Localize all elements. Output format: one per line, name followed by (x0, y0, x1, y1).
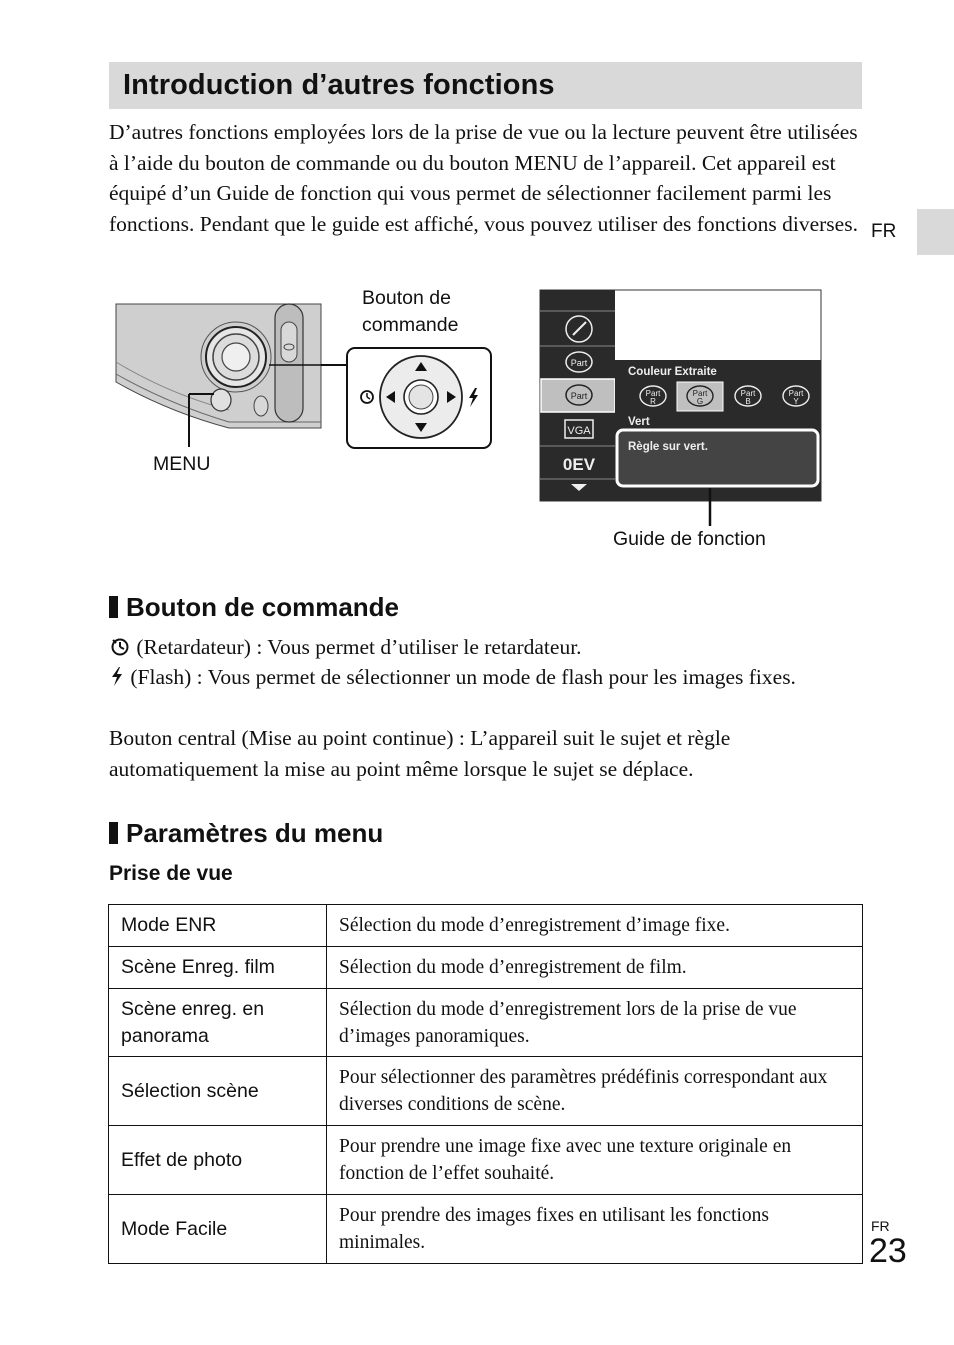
vga-label: VGA (567, 425, 591, 437)
title-bar (109, 62, 862, 109)
page-title: Introduction d’autres fonctions (123, 69, 555, 101)
table-row (109, 1057, 863, 1126)
menu-item-desc: Pour sélectionner des paramètres prédéfinis correspondant aux diverses conditions de scène. (327, 1057, 863, 1126)
section-heading-control-text: Bouton de commande (126, 592, 400, 622)
section-marker (109, 822, 118, 844)
menu-item-name: Mode Facile (109, 1195, 327, 1264)
part-selected-label: Part (570, 391, 588, 401)
page-number: 23 (869, 1232, 907, 1270)
section-heading-control (109, 592, 399, 623)
menu-label: MENU (153, 453, 211, 475)
section-heading-menu (109, 818, 383, 849)
side-tab (917, 209, 954, 255)
menu-item-desc: Sélection du mode d’enregistrement lors de la prise de vue d’images panoramiques. (327, 989, 863, 1057)
control-button-label-2: commande (362, 314, 459, 336)
camera-illustration (109, 282, 829, 562)
part-y-top: Part (788, 389, 804, 398)
camera-figure (109, 282, 829, 562)
ev-label: 0EV (562, 455, 596, 474)
table-row (109, 905, 863, 947)
subheading-shooting: Prise de vue (109, 862, 233, 885)
table-row (109, 947, 863, 989)
part-g-top: Part (692, 389, 708, 398)
section-heading-menu-text: Paramètres du menu (126, 818, 384, 848)
menu-item-desc: Sélection du mode d’enregistrement d’image fixe. (327, 905, 863, 947)
menu-item-name: Sélection scène (109, 1057, 327, 1126)
timer-paragraph (109, 632, 869, 666)
table-row (109, 989, 863, 1057)
table-row (109, 1195, 863, 1264)
timer-text: (Retardateur) : Vous permet d’utiliser le retardateur. (136, 635, 582, 659)
part-icon-label: Part (570, 358, 588, 368)
part-b-top: Part (740, 389, 756, 398)
part-g-label: G (696, 397, 704, 406)
table-row (109, 1126, 863, 1195)
part-b-label: B (745, 397, 751, 406)
menu-item-desc: Pour prendre une image fixe avec une texture originale en fonction de l’effet souhaité. (327, 1126, 863, 1195)
self-timer-icon (109, 635, 131, 666)
part-y-label: Y (793, 397, 799, 406)
page-lang: FR (871, 1218, 890, 1234)
color-extract-label: Couleur Extraite (628, 366, 717, 378)
center-button-paragraph: Bouton central (Mise au point continue) : L’appareil suit le sujet et règle automatiquement la mise au point même lorsque le sujet se déplace. (109, 726, 731, 781)
part-r-top: Part (645, 389, 661, 398)
menu-table (108, 904, 863, 1264)
menu-item-name: Scène Enreg. film (109, 947, 327, 989)
guide-text: Règle sur vert. (628, 441, 708, 453)
menu-item-name: Mode ENR (109, 905, 327, 947)
menu-item-name: Effet de photo (109, 1126, 327, 1195)
intro-paragraph: D’autres fonctions employées lors de la prise de vue ou la lecture peuvent être utilisées à l’aide du bouton de commande ou du bouton MENU de l’appareil. Cet appareil est équipé d’un Guide de fonction qui vous permet de sélectionner facilement parmi les fonctions. Pendant que le guide est affiché, vous pouvez utiliser des fonctions diverses. (109, 120, 858, 236)
section-marker (109, 596, 118, 618)
menu-item-desc: Sélection du mode d’enregistrement de film. (327, 947, 863, 989)
menu-item-name: Scène enreg. en panorama (109, 989, 327, 1057)
part-r-label: R (650, 397, 656, 406)
color-name: Vert (628, 416, 650, 428)
control-button-label-1: Bouton de (362, 287, 451, 309)
function-guide-label: Guide de fonction (613, 528, 766, 550)
flash-paragraph (109, 662, 869, 696)
side-tab-label: FR (871, 221, 897, 242)
flash-text: (Flash) : Vous permet de sélectionner un mode de flash pour les images fixes. (130, 665, 796, 689)
menu-item-desc: Pour prendre des images fixes en utilisant les fonctions minimales. (327, 1195, 863, 1264)
flash-icon (109, 665, 125, 696)
